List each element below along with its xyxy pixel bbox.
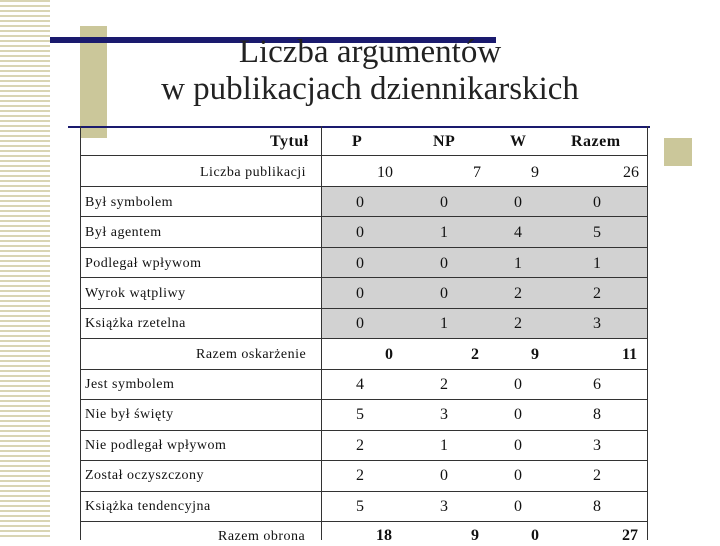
cell-np: 3	[440, 406, 448, 423]
cell-w: 4	[514, 224, 522, 241]
cell-w: 0	[514, 498, 522, 515]
razem-obrona-w: 0	[531, 527, 539, 544]
header-np: NP	[433, 133, 456, 150]
cell-p: 0	[356, 285, 364, 302]
cell-razem: 3	[593, 315, 601, 332]
table-line	[80, 216, 647, 217]
table-line	[80, 126, 81, 540]
razem-obrona-p: 18	[376, 527, 392, 544]
liczba-publikacji-label: Liczba publikacji	[200, 165, 307, 180]
cell-p: 5	[356, 498, 364, 515]
table-line	[80, 399, 647, 400]
cell-p: 2	[356, 467, 364, 484]
row-label: Był symbolem	[85, 195, 174, 210]
cell-razem: 3	[593, 437, 601, 454]
slide-title-line-1: Liczba argumentów	[238, 34, 502, 70]
cell-w: 0	[514, 376, 522, 393]
table-line	[80, 491, 647, 492]
decorative-stripes	[0, 0, 50, 540]
razem-oskarzenie-razem: 11	[622, 346, 638, 363]
cell-w: 1	[514, 255, 522, 272]
row-label: Jest symbolem	[85, 377, 175, 392]
cell-np: 1	[440, 224, 448, 241]
row-label: Był agentem	[85, 225, 162, 240]
cell-w: 0	[514, 437, 522, 454]
razem-obrona-np: 9	[471, 527, 479, 544]
table-line	[80, 430, 647, 431]
table-line	[80, 155, 647, 156]
cell-razem: 2	[593, 467, 601, 484]
razem-oskarzenie-label: Razem oskarżenie	[196, 347, 307, 362]
table-line	[80, 277, 647, 278]
razem-oskarzenie-w: 9	[531, 346, 539, 363]
table-line	[647, 126, 648, 540]
cell-np: 1	[440, 437, 448, 454]
liczba-publikacji-p: 10	[377, 164, 393, 181]
row-label: Został oczyszczony	[85, 468, 205, 483]
row-label: Książka rzetelna	[85, 316, 186, 331]
razem-obrona-razem: 27	[622, 527, 638, 544]
liczba-publikacji-razem: 26	[623, 164, 639, 181]
header-p: P	[352, 133, 363, 150]
header-w: W	[510, 133, 527, 150]
cell-p: 0	[356, 255, 364, 272]
table-line	[80, 186, 647, 187]
row-label: Nie był święty	[85, 407, 174, 422]
cell-np: 0	[440, 467, 448, 484]
cell-razem: 6	[593, 376, 601, 393]
table-line	[321, 126, 322, 540]
cell-p: 0	[356, 224, 364, 241]
cell-p: 0	[356, 194, 364, 211]
cell-p: 4	[356, 376, 364, 393]
cell-w: 0	[514, 194, 522, 211]
row-label: Nie podlegał wpływom	[85, 438, 227, 453]
decorative-line-under-title	[68, 126, 650, 128]
razem-oskarzenie-p: 0	[385, 346, 393, 363]
row-label: Podlegał wpływom	[85, 256, 202, 271]
row-label: Wyrok wątpliwy	[85, 286, 186, 301]
cell-p: 2	[356, 437, 364, 454]
cell-np: 1	[440, 315, 448, 332]
row-label: Książka tendencyjna	[85, 499, 211, 514]
slide-title-line-2: w publikacjach dziennikarskich	[161, 71, 579, 107]
cell-w: 2	[514, 285, 522, 302]
razem-oskarzenie-np: 2	[471, 346, 479, 363]
header-tytul: Tytuł	[270, 133, 309, 150]
table-line	[80, 247, 647, 248]
razem-obrona-label: Razem obrona	[218, 529, 306, 544]
cell-np: 0	[440, 285, 448, 302]
table-line	[80, 369, 647, 370]
cell-razem: 0	[593, 194, 601, 211]
slide-title	[80, 34, 660, 108]
liczba-publikacji-w: 9	[531, 164, 539, 181]
table-line	[80, 460, 647, 461]
table-line	[80, 338, 647, 339]
table-line	[80, 521, 647, 522]
decorative-block-right	[664, 138, 692, 166]
cell-p: 0	[356, 315, 364, 332]
header-razem: Razem	[571, 133, 621, 150]
cell-w: 0	[514, 467, 522, 484]
table-line	[80, 308, 647, 309]
cell-w: 2	[514, 315, 522, 332]
cell-w: 0	[514, 406, 522, 423]
cell-razem: 5	[593, 224, 601, 241]
cell-razem: 1	[593, 255, 601, 272]
cell-np: 0	[440, 255, 448, 272]
cell-np: 2	[440, 376, 448, 393]
cell-razem: 8	[593, 498, 601, 515]
cell-razem: 8	[593, 406, 601, 423]
cell-razem: 2	[593, 285, 601, 302]
cell-np: 3	[440, 498, 448, 515]
cell-p: 5	[356, 406, 364, 423]
cell-np: 0	[440, 194, 448, 211]
liczba-publikacji-np: 7	[473, 164, 481, 181]
